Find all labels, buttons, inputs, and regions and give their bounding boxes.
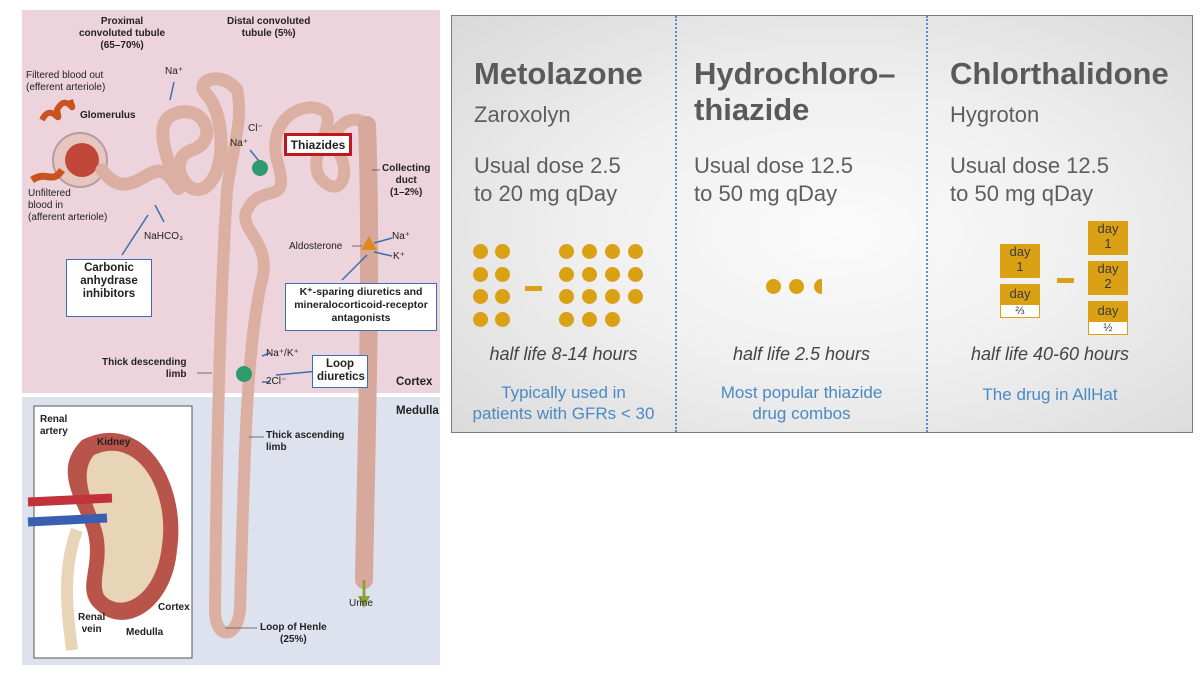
half-life: half life 40-60 hours <box>970 344 1130 364</box>
drug-name: Metolazone <box>474 56 643 91</box>
usual-dose-line1: Usual dose 2.5 <box>474 153 621 178</box>
kidney-label: Kidney <box>97 437 131 448</box>
medulla-small-label: Medulla <box>126 627 164 638</box>
filtered-blood-label-line2: (efferent arteriole) <box>26 82 106 93</box>
carbonic-anhydrase-box <box>66 259 152 317</box>
pill-label: day <box>1009 286 1031 301</box>
loop-diuretics-line1: Loop <box>325 358 355 370</box>
2cl-label: 2Cl⁻ <box>266 376 287 387</box>
pill-dot <box>628 289 643 304</box>
drug-name-line1: Hydrochloro– <box>694 56 896 91</box>
cortex-label: Cortex <box>396 376 433 388</box>
pill-dot <box>473 267 488 282</box>
hydrochlorothiazide-column <box>677 16 926 432</box>
k-sparing-line3: antagonists <box>331 312 391 324</box>
pill-dot <box>495 312 510 327</box>
pill-dot <box>582 267 597 282</box>
loop-transporter <box>236 366 252 382</box>
renal-artery-label <box>40 414 68 438</box>
brand-name: Hygroton <box>950 102 1040 127</box>
usage-note <box>677 382 926 424</box>
nephron-figure <box>22 10 440 665</box>
pill-day-1 <box>1088 221 1128 255</box>
pill-dot <box>473 312 488 327</box>
usual-dose <box>950 152 1170 208</box>
unfiltered-blood-label-line1: Unfiltered <box>28 188 71 199</box>
proximal-tubule-label-line3: (65–70%) <box>100 40 144 51</box>
pill-dot <box>495 244 510 259</box>
brand-name: Zaroxolyn <box>474 102 571 127</box>
unfiltered-blood-label <box>28 188 107 224</box>
renal-artery-label-line2: artery <box>40 426 68 437</box>
chlorthalidone-column <box>928 16 1192 432</box>
pill-day-fraction <box>1000 284 1040 304</box>
thiazide-transporter <box>252 160 268 176</box>
range-dash <box>1057 278 1074 283</box>
half-life: half life 2.5 hours <box>732 344 871 364</box>
pill-fraction: ½ <box>1088 321 1128 335</box>
pill-label: day <box>1097 303 1119 318</box>
usage-note-line1: Most popular thiazide <box>720 383 883 402</box>
filtered-blood-label-line1: Filtered blood out <box>26 70 104 81</box>
usage-note-line2: drug combos <box>752 404 851 423</box>
pill-dot <box>495 289 510 304</box>
cl-label: Cl⁻ <box>248 123 263 134</box>
pill-label: 1 <box>1016 259 1024 274</box>
drug-name <box>694 56 896 128</box>
pill-day-2 <box>1088 261 1128 295</box>
urine-label: Urine <box>349 598 373 609</box>
metolazone-column <box>452 16 675 432</box>
aldosterone-label: Aldosterone <box>289 241 343 252</box>
pill-label: 2 <box>1104 276 1112 291</box>
pill-day-1 <box>1000 244 1040 278</box>
thiazides-box: Thiazides <box>284 133 352 156</box>
distal-tubule-label <box>227 16 310 40</box>
pill-dot <box>559 289 574 304</box>
na-right-label: Na⁺ <box>392 231 411 242</box>
pill-dot <box>559 244 574 259</box>
pill-dot <box>628 244 643 259</box>
na-mid-label: Na⁺ <box>230 138 249 149</box>
usual-dose-line2: to 50 mg qDay <box>694 181 838 206</box>
proximal-tubule-label-line1: Proximal <box>100 16 144 27</box>
pill-dot <box>559 312 574 327</box>
loop-diuretics-line2: diuretics <box>317 371 365 383</box>
pill-dot <box>473 244 488 259</box>
pill-label: 1 <box>1104 236 1112 251</box>
pill-dot <box>605 289 620 304</box>
usual-dose-line1: Usual dose 12.5 <box>694 153 853 178</box>
thick-ascending-label <box>266 430 344 454</box>
drug-name: Chlorthalidone <box>950 56 1169 91</box>
renal-vein-label-line2: vein <box>81 624 102 635</box>
usage-note: The drug in AllHat <box>982 385 1118 404</box>
k-sparing-box <box>285 283 437 331</box>
cortex-small-label: Cortex <box>158 602 190 613</box>
thiazide-comparison-panel <box>451 15 1193 433</box>
pill-label: day <box>1097 221 1119 236</box>
pill-dot <box>628 267 643 282</box>
distal-tubule-label-line2: tubule (5%) <box>241 28 296 39</box>
medulla-label: Medulla <box>396 405 439 417</box>
pill-dot <box>495 267 510 282</box>
usage-note-line2: patients with GFRs < 30 <box>472 404 655 423</box>
carbonic-anhydrase-line3: inhibitors <box>82 288 136 300</box>
thick-descending-label <box>102 357 186 381</box>
thick-descending-label-line2: limb <box>165 369 187 380</box>
k-sparing-line1: K⁺-sparing diuretics and <box>299 286 423 298</box>
thick-descending-label-line1: Thick descending <box>102 357 187 368</box>
usual-dose <box>694 152 914 208</box>
filtered-blood-label <box>26 70 105 94</box>
nahco3-label: NaHCO₃ <box>144 231 184 242</box>
drug-name-line2: thiazide <box>694 92 810 127</box>
renal-artery-label-line1: Renal <box>40 414 68 425</box>
pill-dot <box>582 289 597 304</box>
loop-of-henle-label <box>260 622 327 646</box>
pill-dot <box>605 312 620 327</box>
usage-note <box>452 382 675 424</box>
pill-dot <box>789 279 804 294</box>
unfiltered-blood-label-line2: blood in <box>28 200 64 211</box>
collecting-duct <box>364 125 369 580</box>
thick-ascending-label-line1: Thick ascending <box>266 430 345 441</box>
renal-vein-label-line1: Renal <box>78 612 106 623</box>
k-sparing-line2: mineralocorticoid-receptor <box>294 299 428 311</box>
pill-dot <box>582 312 597 327</box>
half-life: half life 8-14 hours <box>489 344 638 364</box>
renal-vein-label <box>78 612 105 636</box>
pill-dot <box>605 267 620 282</box>
loop-of-henle-label-line2: (25%) <box>279 634 307 645</box>
na-top-label: Na⁺ <box>165 66 184 77</box>
collecting-duct-label <box>382 163 430 199</box>
usual-dose <box>474 152 694 208</box>
nephron-illustration <box>22 10 440 665</box>
carbonic-anhydrase-line1: Carbonic <box>84 262 134 274</box>
loop-of-henle-label-line1: Loop of Henle <box>260 622 327 633</box>
collecting-duct-label-line2: duct <box>395 175 417 186</box>
thick-ascending-label-line2: limb <box>266 442 287 453</box>
range-dash <box>525 286 542 291</box>
pill-fraction: ⅔ <box>1000 304 1040 318</box>
unfiltered-blood-label-line3: (afferent arteriole) <box>28 212 108 223</box>
usual-dose-line2: to 50 mg qDay <box>950 181 1094 206</box>
usage-note-line1: Typically used in <box>501 383 626 402</box>
proximal-tubule-label <box>79 16 165 52</box>
collecting-duct-label-line3: (1–2%) <box>390 187 423 198</box>
nak-label: Na⁺/K⁺ <box>266 348 299 359</box>
pill-dot <box>559 267 574 282</box>
pill-day-half <box>1088 301 1128 321</box>
usual-dose-line1: Usual dose 12.5 <box>950 153 1109 178</box>
glomerulus-label: Glomerulus <box>80 110 136 121</box>
pill-dot <box>473 289 488 304</box>
proximal-tubule-label-line2: convoluted tubule <box>79 28 166 39</box>
usual-dose-line2: to 20 mg qDay <box>474 181 618 206</box>
pill-dot <box>766 279 781 294</box>
pill-dot <box>582 244 597 259</box>
pill-dot-partial <box>814 279 822 294</box>
collecting-duct-label-line1: Collecting <box>382 163 431 174</box>
pill-label: day <box>1009 244 1031 259</box>
pill-dot <box>605 244 620 259</box>
distal-tubule-label-line1: Distal convoluted <box>227 16 311 27</box>
carbonic-anhydrase-line2: anhydrase <box>80 275 138 287</box>
k-right-label: K⁺ <box>393 251 405 262</box>
pill-label: day <box>1097 261 1119 276</box>
loop-diuretics-box <box>312 355 368 388</box>
